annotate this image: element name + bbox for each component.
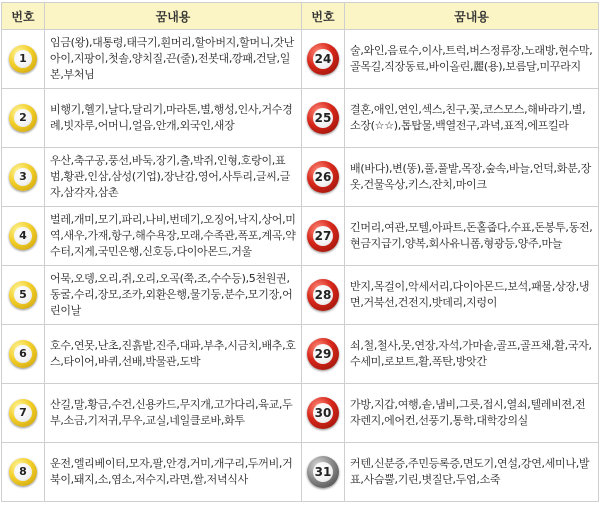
dream-number-table bbox=[1, 2, 599, 502]
number-cell bbox=[302, 325, 345, 384]
number-label: 24 bbox=[313, 49, 333, 69]
header-content-left: 꿈내용 bbox=[45, 3, 302, 30]
dream-content-cell: 벌레,개미,모기,파리,나비,번데기,오징어,낙지,상어,미역,새우,가재,항구,해수욕장,모래,수족관,폭포,계곡,약수터,지게,국민은행,신호등,다이아몬드,거울 bbox=[45, 207, 302, 266]
number-cell bbox=[302, 30, 345, 89]
number-ball-icon bbox=[9, 281, 37, 309]
number-label: 26 bbox=[313, 167, 333, 187]
number-label: 3 bbox=[14, 168, 32, 186]
number-cell bbox=[2, 30, 45, 89]
number-cell bbox=[2, 266, 45, 325]
header-content-right: 꿈내용 bbox=[345, 3, 599, 30]
header-row bbox=[2, 3, 599, 30]
dream-content-cell: 우산,축구공,풍선,바둑,장기,출,박쥐,인형,호랑이,표범,황관,인삼,삼성(기업),장난감,영어,사투리,글씨,글자,삼각자,삼촌 bbox=[45, 148, 302, 207]
number-label: 6 bbox=[14, 345, 32, 363]
number-cell bbox=[2, 443, 45, 502]
dream-content-cell: 쇠,철,철사,못,연장,자석,가마솥,골프,골프채,활,국자,수세미,로보트,활,폭탄,방앗간 bbox=[345, 325, 599, 384]
dream-content-cell: 임금(왕),대통령,태극기,흰머리,할아버지,할머니,갓난아이,지팡이,첫솔,양치질,끈(줄),전봇대,깡패,건달,일본,부처님 bbox=[45, 30, 302, 89]
number-cell bbox=[2, 207, 45, 266]
dream-content-cell: 결혼,애인,연인,섹스,친구,꽃,코스모스,해바라기,별,소장(☆☆),톱탑물,백열전구,과녁,표적,에프킬라 bbox=[345, 89, 599, 148]
number-label: 31 bbox=[313, 462, 333, 482]
table-row bbox=[2, 89, 599, 148]
number-ball-icon bbox=[307, 43, 339, 75]
number-cell bbox=[302, 207, 345, 266]
dream-content-cell: 배(바다),변(똥),풀,풀밭,목장,숲속,바늘,언덕,화분,장옷,건물옥상,키스,잔치,마이크 bbox=[345, 148, 599, 207]
number-cell bbox=[2, 325, 45, 384]
dream-content-cell: 어묵,오뎅,오리,쥐,오리,오곡(쭉,조,수수등),5천원권,동굴,수리,장모,조카,외환은행,물기둥,분수,모기장,어린이날 bbox=[45, 266, 302, 325]
table-row bbox=[2, 325, 599, 384]
number-ball-icon bbox=[307, 220, 339, 252]
number-label: 4 bbox=[14, 227, 32, 245]
number-ball-icon bbox=[307, 397, 339, 429]
number-ball-icon bbox=[9, 340, 37, 368]
number-ball-icon bbox=[307, 338, 339, 370]
number-cell bbox=[2, 89, 45, 148]
dream-content-cell: 가방,지갑,여행,솥,냄비,그릇,접시,열쇠,텔레비젼,전자렌지,에어컨,선풍기,통학,대학강의실 bbox=[345, 384, 599, 443]
number-label: 25 bbox=[313, 108, 333, 128]
number-cell bbox=[2, 148, 45, 207]
number-ball-icon bbox=[9, 222, 37, 250]
table-row bbox=[2, 266, 599, 325]
number-label: 30 bbox=[313, 403, 333, 423]
dream-content-cell: 운전,엘리베이터,모자,팔,안경,거미,개구리,두꺼비,거북이,돼지,소,염소,저수지,라면,쌀,저녁식사 bbox=[45, 443, 302, 502]
number-cell bbox=[302, 148, 345, 207]
dream-content-cell: 산길,말,황금,수건,신용카드,무지개,고가다리,육교,두부,소금,기저귀,무우,교실,네일클로바,화투 bbox=[45, 384, 302, 443]
table-row bbox=[2, 30, 599, 89]
number-label: 8 bbox=[14, 463, 32, 481]
dream-content-cell: 호수,연못,난초,진흙밭,진주,대파,부추,시금치,배추,호스,타이어,바퀴,선배,박물관,도박 bbox=[45, 325, 302, 384]
dream-content-cell: 술,와인,음료수,이사,트럭,버스정류장,노래방,현수막,골목길,직장동료,바이올린,麗(용),보름달,미꾸라지 bbox=[345, 30, 599, 89]
number-ball-icon bbox=[9, 163, 37, 191]
table-row bbox=[2, 207, 599, 266]
number-label: 2 bbox=[14, 109, 32, 127]
number-ball-icon bbox=[307, 456, 339, 488]
number-label: 7 bbox=[14, 404, 32, 422]
number-label: 1 bbox=[14, 50, 32, 68]
number-label: 28 bbox=[313, 285, 333, 305]
number-cell bbox=[2, 384, 45, 443]
number-cell bbox=[302, 384, 345, 443]
header-number-right: 번호 bbox=[302, 3, 345, 30]
dream-content-cell: 비행기,헬기,날다,달리기,마라톤,별,행성,인사,거수경례,빗자루,어머니,얼음,안개,외국인,새장 bbox=[45, 89, 302, 148]
header-number-left: 번호 bbox=[2, 3, 45, 30]
number-ball-icon bbox=[307, 102, 339, 134]
dream-content-cell: 커텐,신분증,주민등록증,면도기,연설,강연,세미나,발표,사슴뿔,기린,볏질단,두엄,소죽 bbox=[345, 443, 599, 502]
number-label: 29 bbox=[313, 344, 333, 364]
number-ball-icon bbox=[9, 45, 37, 73]
table-row bbox=[2, 443, 599, 502]
number-cell bbox=[302, 443, 345, 502]
number-ball-icon bbox=[307, 161, 339, 193]
number-ball-icon bbox=[9, 399, 37, 427]
number-ball-icon bbox=[307, 279, 339, 311]
table-row bbox=[2, 384, 599, 443]
table-row bbox=[2, 148, 599, 207]
dream-content-cell: 반지,목걸이,악세서리,다이아몬드,보석,패물,상장,냉면,거북선,건전지,밧데리,지렁이 bbox=[345, 266, 599, 325]
number-label: 5 bbox=[14, 286, 32, 304]
number-cell bbox=[302, 266, 345, 325]
number-cell bbox=[302, 89, 345, 148]
number-label: 27 bbox=[313, 226, 333, 246]
dream-content-cell: 긴머리,여관,모텔,아파트,돈홀줍다,수표,돈봉투,동전,현금지급기,양복,회사유니폼,형광등,양주,마늘 bbox=[345, 207, 599, 266]
number-ball-icon bbox=[9, 458, 37, 486]
number-ball-icon bbox=[9, 104, 37, 132]
